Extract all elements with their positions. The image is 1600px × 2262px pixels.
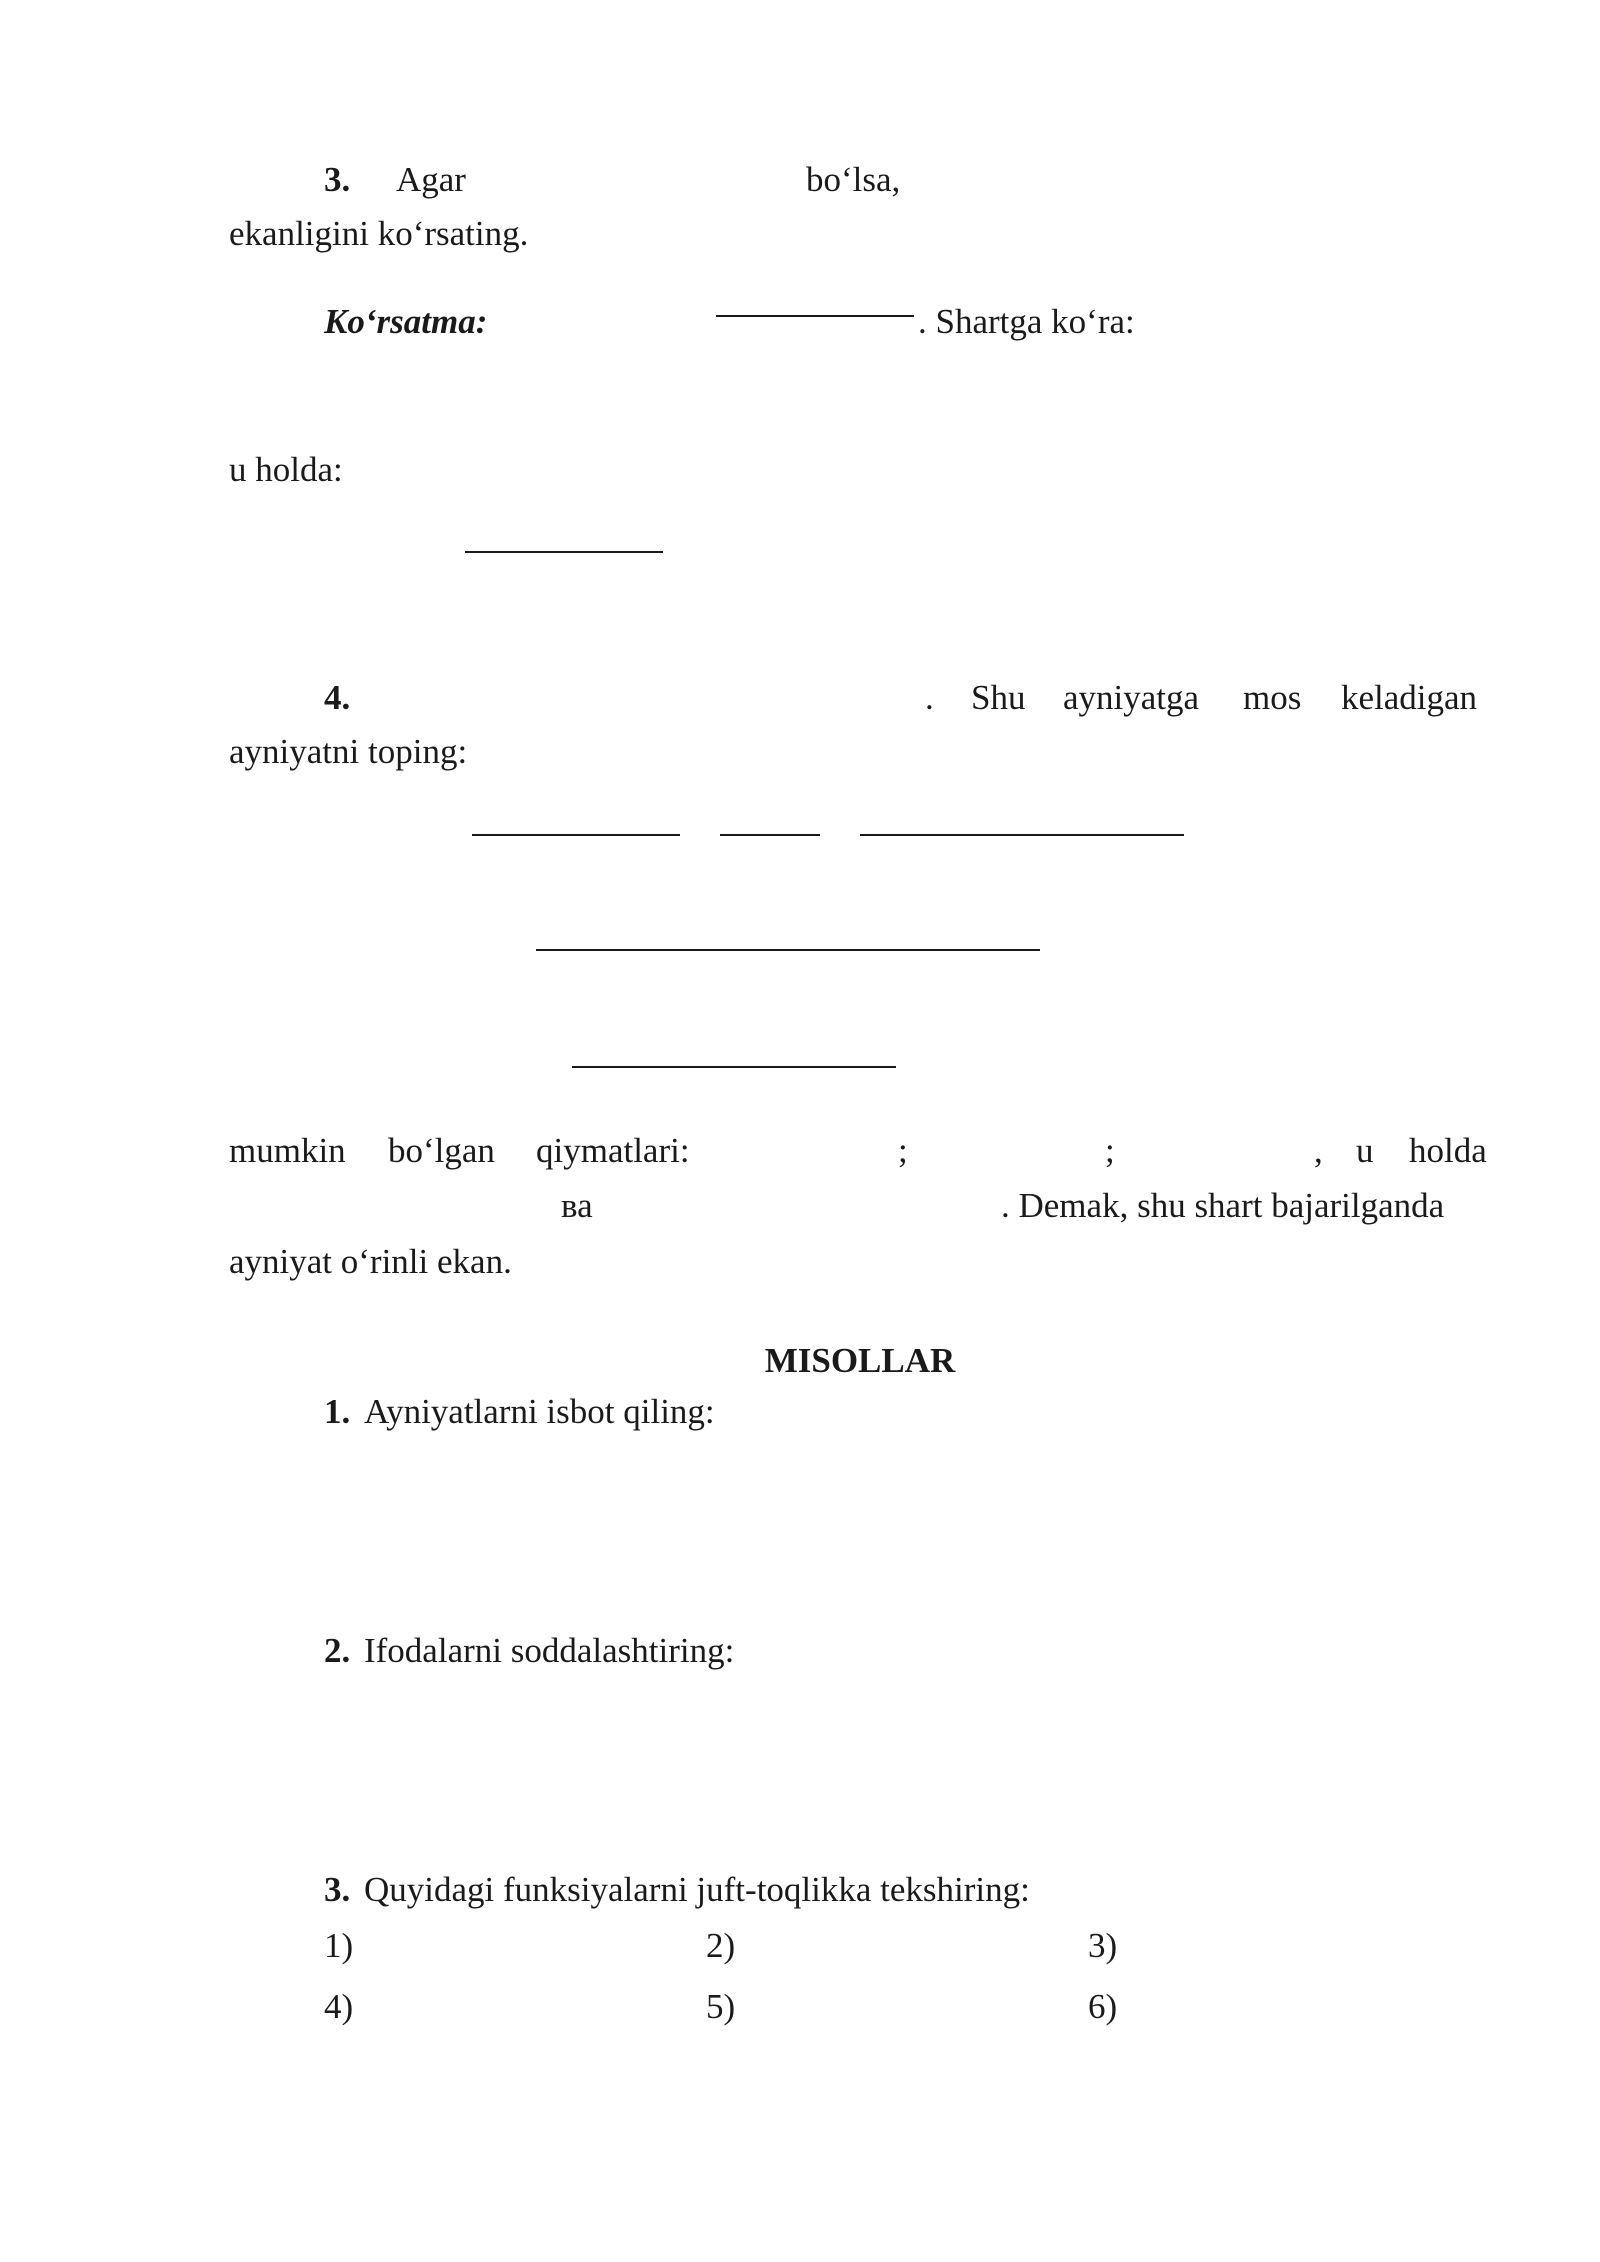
exercise-3-bolsa: bo‘lsa, xyxy=(806,160,901,199)
va-word: ва xyxy=(561,1186,593,1225)
exercise-3-line2: ekanligini ko‘rsating. xyxy=(229,214,529,253)
fraction-bar xyxy=(536,949,1040,951)
u-holda-label: u holda: xyxy=(229,450,343,489)
task-2-number: 2. xyxy=(324,1631,351,1670)
exercise-4-word: Shu xyxy=(971,678,1026,717)
comma: , xyxy=(1314,1131,1323,1170)
fraction-bar xyxy=(716,315,914,317)
exercise-4-word: ayniyatga xyxy=(1063,678,1200,717)
task-3-text: Quyidagi funksiyalarni juft-toqlikka tekshiring: xyxy=(364,1870,1030,1909)
task-2-text: Ifodalarni soddalashtiring: xyxy=(364,1631,735,1670)
fraction-bar xyxy=(860,834,1184,836)
exercise-4-line2: ayniyatni toping: xyxy=(229,732,468,771)
task-3-number: 3. xyxy=(324,1870,351,1909)
semicolon: ; xyxy=(898,1131,908,1170)
function-item: 2) xyxy=(706,1926,736,1965)
u-word: u xyxy=(1356,1131,1374,1170)
function-item: 1) xyxy=(324,1926,354,1965)
exercise-4-word: mos xyxy=(1243,678,1302,717)
conclusion-text: ayniyat o‘rinli ekan. xyxy=(229,1242,512,1281)
qiymatlari-word: qiymatlari: xyxy=(536,1131,690,1170)
function-item: 4) xyxy=(324,1987,354,2026)
task-1-text: Ayniyatlarni isbot qiling: xyxy=(364,1392,715,1431)
exercise-3-agar: Agar xyxy=(396,160,466,199)
semicolon: ; xyxy=(1105,1131,1115,1170)
function-item: 5) xyxy=(706,1987,736,2026)
fraction-bar xyxy=(472,834,680,836)
fraction-bar xyxy=(465,551,663,553)
exercise-3-number: 3. xyxy=(324,160,351,199)
function-item: 6) xyxy=(1088,1987,1118,2026)
function-item: 3) xyxy=(1088,1926,1118,1965)
hint-tail: . Shartga ko‘ra: xyxy=(918,302,1135,341)
task-1-number: 1. xyxy=(324,1392,351,1431)
fraction-bar xyxy=(572,1066,896,1068)
demak-text: . Demak, shu shart bajarilganda xyxy=(1001,1186,1445,1225)
exercise-4-dot: . xyxy=(925,678,934,717)
exercise-4-number: 4. xyxy=(324,678,351,717)
mumkin-word: mumkin xyxy=(229,1131,346,1170)
exercise-4-word: keladigan xyxy=(1341,678,1478,717)
bolgan-word: bo‘lgan xyxy=(388,1131,495,1170)
holda-word: holda xyxy=(1409,1131,1487,1170)
hint-label: Ko‘rsatma: xyxy=(324,302,488,341)
fraction-bar xyxy=(720,834,820,836)
section-heading: MISOLLAR xyxy=(764,1341,956,1380)
